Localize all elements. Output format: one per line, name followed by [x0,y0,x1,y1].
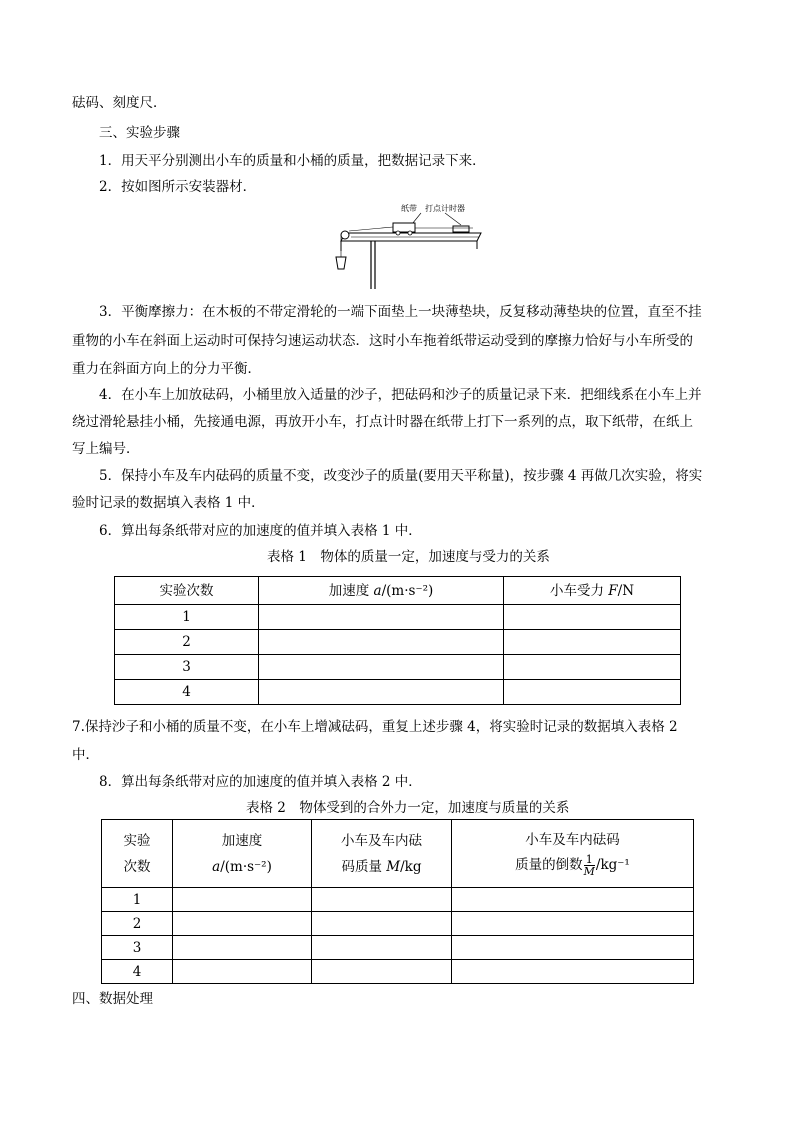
table-2 [101,819,694,984]
table-2-cell-empty[interactable] [452,888,694,912]
table-2-header-acceleration: 加速度 a/(m·s⁻²) [173,820,312,888]
cart-shape [393,223,415,232]
table-2-cell-empty[interactable] [452,912,694,936]
table-2-cell-empty[interactable] [312,936,452,960]
table-1-trial-number: 1 [115,605,259,630]
step-3-line-1: 3．平衡摩擦力：在木板的不带定滑轮的一端下面垫上一块薄垫块，反复移动薄垫块的位置，直至不挂 [99,304,702,320]
table-row [102,912,694,936]
table-1-cell-empty[interactable] [504,680,681,705]
table-2-cell-empty[interactable] [312,960,452,984]
table-1-cell-empty[interactable] [504,655,681,680]
step-2: 2．按如图所示安装器材． [99,179,257,195]
table-2-cell-empty[interactable] [173,888,312,912]
step-1: 1．用天平分别测出小车的质量和小桶的质量，把数据记录下来． [99,153,486,169]
step-4-line-2: 绕过滑轮悬挂小桶，先接通电源，再放开小车，打点计时器在纸带上打下一系列的点，取下纸带，在纸上 [72,414,693,430]
section-heading-data-processing: 四、数据处理 [72,991,153,1007]
table-1-cell-empty[interactable] [259,605,504,630]
table-1-trial-number: 2 [115,630,259,655]
step-6: 6．算出每条纸带对应的加速度的值并填入表格 1 中． [99,523,422,539]
timer-shape [453,226,469,232]
table-2-header-inverse-mass: 小车及车内砝码 质量的倒数 $\frac{1}{M}$ /kg⁻¹ [452,820,694,888]
table-1-caption: 表格 1 物体的质量一定，加速度与受力的关系 [267,549,550,565]
table-1-cell-empty[interactable] [259,655,504,680]
table-2-cell-empty[interactable] [452,960,694,984]
step-3-line-3: 重力在斜面方向上的分力平衡． [72,361,261,377]
table-1-header-acceleration: 加速度 a/(m·s⁻²) [259,577,504,605]
table-1-cell-empty[interactable] [259,630,504,655]
table-1-trial-number: 4 [115,680,259,705]
pulley-shape [341,231,349,239]
table-1-header-trial: 实验次数 [115,577,259,605]
table-2-cell-empty[interactable] [173,936,312,960]
table-2-cell-empty[interactable] [173,960,312,984]
step-4-line-3: 写上编号． [72,441,140,457]
table-row [115,605,681,630]
table-1-cell-empty[interactable] [504,605,681,630]
intro-text: 砝码、刻度尺． [72,95,167,111]
table-2-trial-number: 2 [102,912,173,936]
step-7-line-2: 中． [72,747,99,763]
table-row [102,888,694,912]
table-1-header-force: 小车受力 F/N [504,577,681,605]
table-2-cell-empty[interactable] [452,936,694,960]
table-2-trial-number: 3 [102,936,173,960]
table-2-cell-empty[interactable] [312,912,452,936]
table-2-trial-number: 4 [102,960,173,984]
step-4-line-1: 4．在小车上加放砝码，小桶里放入适量的沙子，把砝码和沙子的质量记录下来．把细线系在小车上并 [99,387,702,403]
step-5-line-1: 5．保持小车及车内砝码的质量不变，改变沙子的质量(要用天平称量)，按步骤 4 再做几次实验，将实 [99,468,703,484]
table-1-header-row [115,577,681,605]
apparatus-figure [333,201,483,293]
bucket-shape [336,257,346,269]
table-1-cell-empty[interactable] [504,630,681,655]
figure-label-timer: 打点计时器 [425,204,465,213]
table-2-header-trial: 实验 次数 [102,820,173,888]
table-2-header-mass: 小车及车内砝 码质量 M/kg [312,820,452,888]
table-2-cell-empty[interactable] [312,888,452,912]
table-row [102,960,694,984]
step-8: 8．算出每条纸带对应的加速度的值并填入表格 2 中． [99,774,422,790]
table-row [115,630,681,655]
table-2-trial-number: 1 [102,888,173,912]
table-1-trial-number: 3 [115,655,259,680]
table-2-cell-empty[interactable] [173,912,312,936]
table-row [115,655,681,680]
table-1 [114,576,681,705]
table-row [102,936,694,960]
section-heading-steps: 三、实验步骤 [99,125,180,141]
table-2-caption: 表格 2 物体受到的合外力一定，加速度与质量的关系 [246,800,570,816]
table-row [115,680,681,705]
step-3-line-2: 重物的小车在斜面上运动时可保持匀速运动状态．这时小车拖着纸带运动受到的摩擦力恰好与小车所受的 [72,333,693,349]
table-2-header-row [102,820,694,888]
table-1-cell-empty[interactable] [259,680,504,705]
step-5-line-2: 验时记录的数据填入表格 1 中． [72,495,265,511]
step-7-line-1: 7.保持沙子和小桶的质量不变，在小车上增减砝码，重复上述步骤 4，将实验时记录的数据填入表格 2 [72,719,678,735]
inverse-mass-fraction: $\frac{1}{M}$ [583,853,595,878]
figure-label-tape: 纸带 [401,204,417,213]
